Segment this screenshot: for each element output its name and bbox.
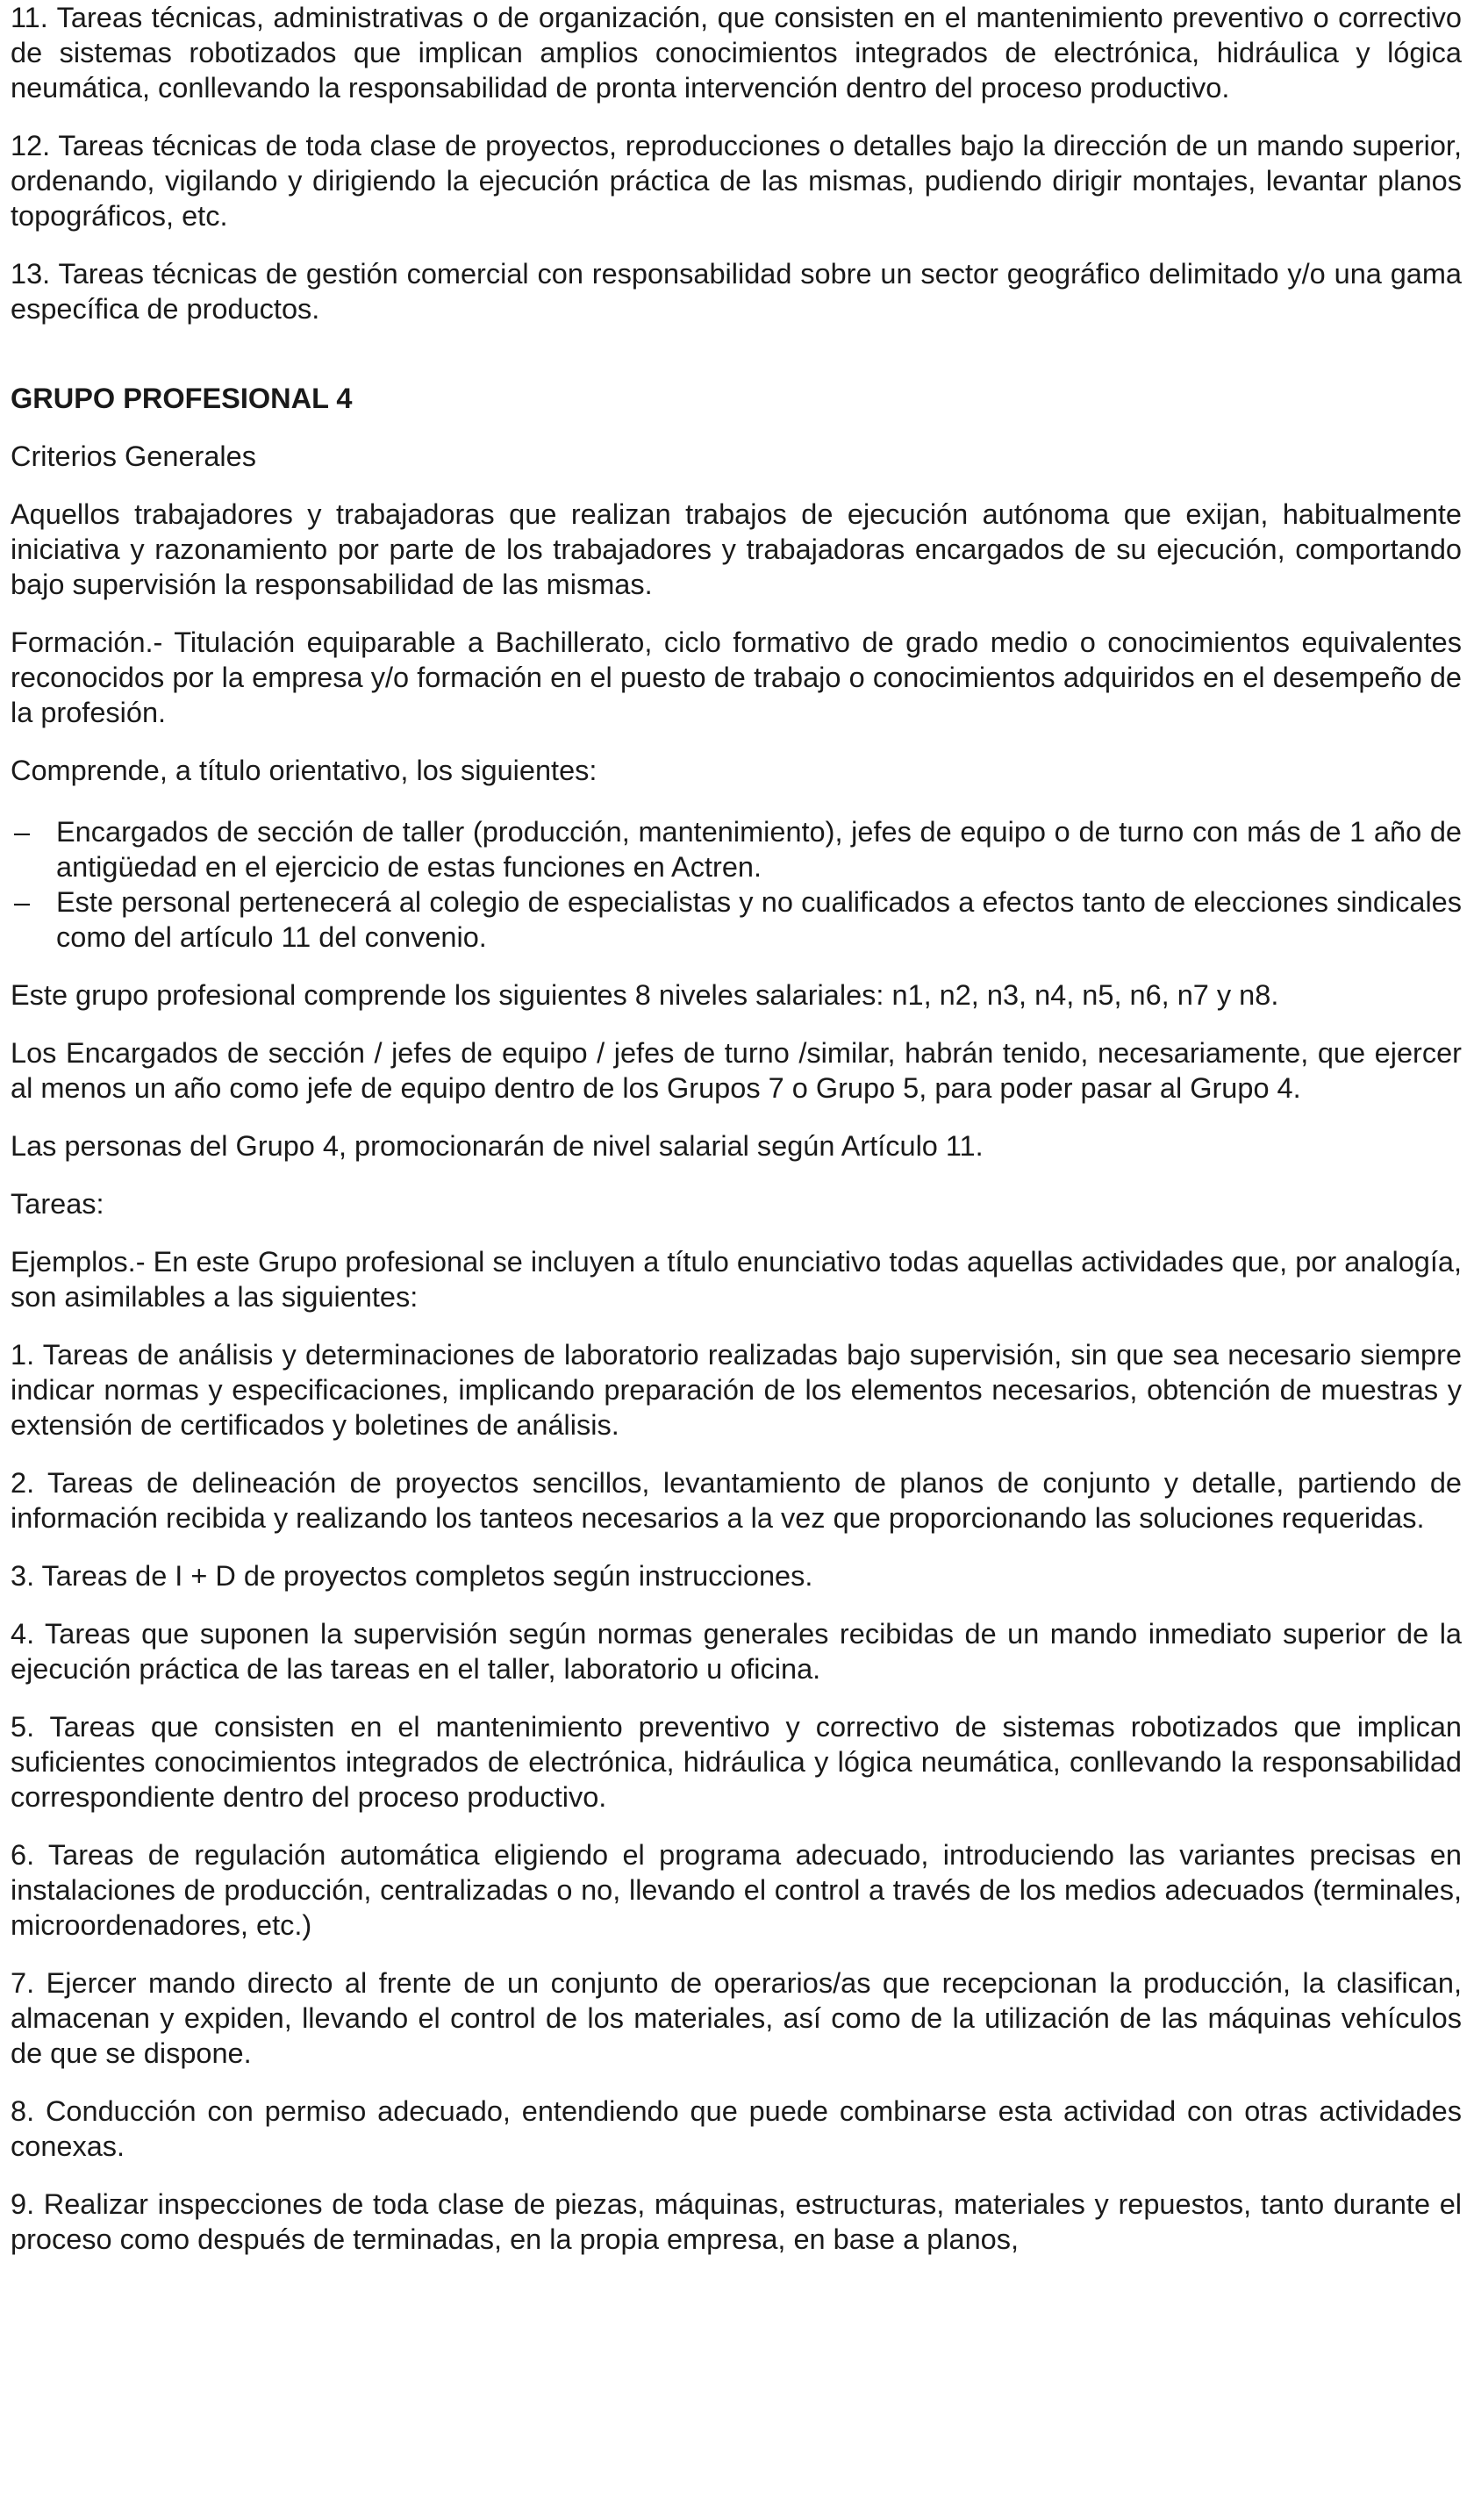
section-heading: GRUPO PROFESIONAL 4 — [11, 383, 353, 414]
list-item — [11, 884, 1462, 955]
formation-paragraph: Formación.- Titulación equiparable a Bachillerato, ciclo formativo de grado medio o conocimientos equivalentes reconocidos por la empresa y/o formación en el puesto de trabajo o conocimientos adquiridos en el desempeño de la profesión. — [11, 626, 1462, 728]
dash-list — [11, 814, 1462, 955]
paragraph-task-11: 11. Tareas técnicas, administrativas o de organización, que consisten en el mantenimiento preventivo o correctivo de sistemas robotizados que implican amplios conocimientos integrados de electrónica, hidráulica y lógica neumática, conllevando la responsabilidad de pronta intervención dentro del proceso productivo. — [11, 2, 1462, 104]
document-page — [11, 0, 1462, 2257]
task-item: 7. Ejercer mando directo al frente de un conjunto de operarios/as que recepcionan la producción, la clasifican, almacenan y expiden, llevando el control de los materiales, así como de la utilización de las máquinas vehículos de que se dispone. — [11, 1967, 1462, 2069]
criteria-paragraph: Aquellos trabajadores y trabajadoras que realizan trabajos de ejecución autónoma que exijan, habitualmente iniciativa y razonamiento por parte de los trabajadores y trabajadoras encargados de su ejecución, comportando bajo supervisión la responsabilidad de las mismas. — [11, 498, 1462, 600]
task-item: 8. Conducción con permiso adecuado, entendiendo que puede combinarse esta actividad con otras actividades conexas. — [11, 2095, 1462, 2162]
criteria-label: Criterios Generales — [11, 440, 256, 472]
comprises-paragraph: Comprende, a título orientativo, los siguientes: — [11, 755, 597, 786]
task-item: 1. Tareas de análisis y determinaciones de laboratorio realizadas bajo supervisión, sin que sea necesario siempre indicar normas y especificaciones, implicando preparación de los elementos necesarios, obtención de muestras y extensión de certificados y boletines de análisis. — [11, 1339, 1462, 1441]
paragraph-task-12: 12. Tareas técnicas de toda clase de proyectos, reproducciones o detalles bajo la dirección de un mando superior, ordenando, vigilando y dirigiendo la ejecución práctica de las mismas, pudiendo dirigir montajes, levantar planos topográficos, etc. — [11, 130, 1462, 232]
task-item: 3. Tareas de I + D de proyectos completos según instrucciones. — [11, 1560, 813, 1592]
list-item-text: Encargados de sección de taller (producción, mantenimiento), jefes de equipo o de turno con más de 1 año de antigüedad en el ejercicio de estas funciones en Actren. — [56, 816, 1462, 883]
list-item-text: Este personal pertenecerá al colegio de especialistas y no cualificados a efectos tanto de elecciones sindicales como del artículo 11 del convenio. — [56, 886, 1462, 953]
dash-marker: – — [14, 816, 31, 848]
tasks-label: Tareas: — [11, 1188, 104, 1220]
promotion-paragraph: Las personas del Grupo 4, promocionarán de nivel salarial según Artículo 11. — [11, 1130, 984, 1162]
task-item: 5. Tareas que consisten en el mantenimiento preventivo y correctivo de sistemas robotizados que implican suficientes conocimientos integrados de electrónica, hidráulica y lógica neumática, conllevando la responsabilidad correspondiente dentro del proceso productivo. — [11, 1711, 1462, 1813]
dash-marker: – — [14, 886, 31, 918]
task-item: 6. Tareas de regulación automática eligiendo el programa adecuado, introduciendo las variantes precisas en instalaciones de producción, centralizadas o no, llevando el control a través de los medios adecuados (terminales, microordenadores, etc.) — [11, 1839, 1462, 1941]
managers-paragraph: Los Encargados de sección / jefes de equipo / jefes de turno /similar, habrán tenido, necesariamente, que ejercer al menos un año como jefe de equipo dentro de los Grupos 7 o Grupo 5, para poder pasar al Grupo 4. — [11, 1037, 1462, 1104]
task-item: 4. Tareas que suponen la supervisión según normas generales recibidas de un mando inmediato superior de la ejecución práctica de las tareas en el taller, laboratorio u oficina. — [11, 1618, 1462, 1685]
task-item: 9. Realizar inspecciones de toda clase de piezas, máquinas, estructuras, materiales y repuestos, tanto durante el proceso como después de terminadas, en la propia empresa, en base a planos, — [11, 2188, 1462, 2255]
examples-intro: Ejemplos.- En este Grupo profesional se incluyen a título enunciativo todas aquellas actividades que, por analogía, son asimilables a las siguientes: — [11, 1246, 1462, 1313]
task-item: 2. Tareas de delineación de proyectos sencillos, levantamiento de planos de conjunto y detalle, partiendo de información recibida y realizando los tanteos necesarios a la vez que proporcionando las soluciones requeridas. — [11, 1467, 1462, 1534]
paragraph-task-13: 13. Tareas técnicas de gestión comercial con responsabilidad sobre un sector geográfico delimitado y/o una gama específica de productos. — [11, 258, 1462, 325]
list-item — [11, 814, 1462, 884]
levels-paragraph: Este grupo profesional comprende los siguientes 8 niveles salariales: n1, n2, n3, n4, n5, n6, n7 y n8. — [11, 979, 1279, 1011]
